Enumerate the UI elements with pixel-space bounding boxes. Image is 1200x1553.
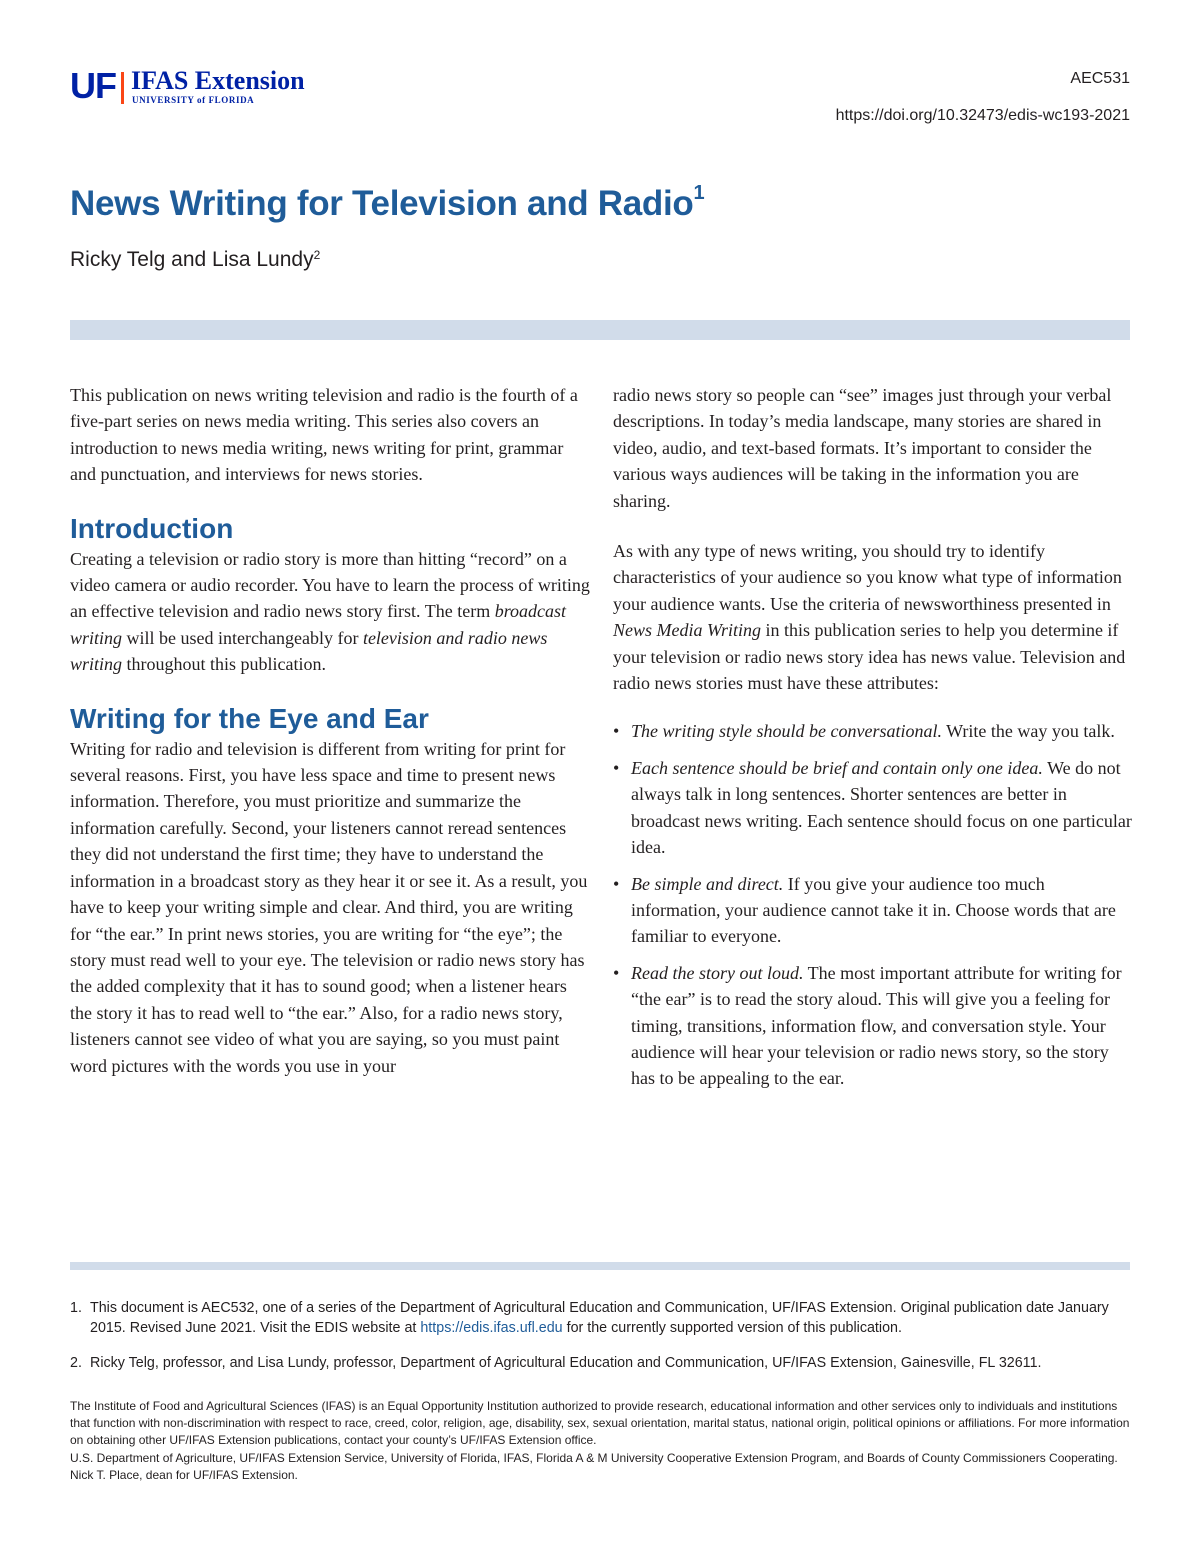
bullet-lead: The writing style should be conversational. xyxy=(631,721,942,742)
continuation-paragraph: radio news story so people can “see” images just through your verbal descriptions. In today’s media landscape, many stories are shared in video, audio, and text-based formats. It’s important to consider the various ways audiences will be taking in the information you are sharing. xyxy=(613,385,1112,511)
intro-text-1: Creating a television or radio story is more than hitting “record” on a video camera or audio recorder. You have to learn the process of writing an effective television and radio news story first. The term xyxy=(70,548,590,622)
page-title xyxy=(70,184,704,224)
heading-eye-and-ear: Writing for the Eye and Ear xyxy=(70,702,429,734)
introduction-paragraph xyxy=(70,546,590,678)
authors xyxy=(70,248,320,272)
authors-text: Ricky Telg and Lisa Lundy xyxy=(70,248,314,271)
footnote-text-1: This document is AEC532, one of a series of the Department of Agricultural Education and Communication, UF/IFAS Extension. Original publication date January 2015. Revised June 2021. Visit the EDIS website at xyxy=(90,1300,1109,1336)
document-id: AEC531 xyxy=(1070,70,1130,87)
bullet-text: We do not always talk in long sentences. Shorter sentences are better in broadcast news writing. Each sentence should focus on one particular idea. xyxy=(631,757,1132,858)
header-divider-band xyxy=(70,320,1130,340)
footnote-2 xyxy=(70,1353,1130,1373)
intro-em-2: television and radio news writing xyxy=(70,627,548,675)
doi-link[interactable]: https://doi.org/10.32473/edis-wc193-2021 xyxy=(835,107,1130,124)
list-item xyxy=(613,960,1133,1092)
bullet: • xyxy=(613,873,620,894)
bullet-text: The most important attribute for writing for “the ear” is to read the story aloud. This will give you a feeling for timing, transitions, information flow, and conversation style. Your audience will hear your television or radio news story, so the story has to be appealing to the ear. xyxy=(631,962,1122,1089)
left-column xyxy=(70,382,590,1079)
bullet-lead: Be simple and direct. xyxy=(631,873,784,894)
attributes-list xyxy=(613,718,1133,1091)
audience-text-2: in this publication series to help you determine if your television or radio news story idea has news value. Television and radio news stories must have these attributes: xyxy=(613,620,1126,694)
title-text: News Writing for Television and Radio xyxy=(70,184,694,223)
title-footnote-ref[interactable]: 1 xyxy=(693,182,705,204)
bullet: • xyxy=(613,721,620,742)
legal-paragraph-1: The Institute of Food and Agricultural Sciences (IFAS) is an Equal Opportunity Institution authorized to provide research, educational information and other services only to individuals and institutions that function with non-discrimination with respect to race, creed, color, religion, age, disability, sex, sexual orientation, marital status, national origin, political opinions or affiliations. For more information on obtaining other UF/IFAS Extension publications, contact your county’s UF/IFAS Extension office. xyxy=(70,1399,1130,1448)
footnote-text-2: for the currently supported version of this publication. xyxy=(562,1320,902,1336)
legal-paragraph-2: U.S. Department of Agriculture, UF/IFAS Extension Service, University of Florida, IFAS, Florida A & M University Cooperative Extension Program, and Boards of County Commissioners Cooperating. Nick T. Place, dean for UF/IFAS Extension. xyxy=(70,1450,1118,1482)
list-item xyxy=(613,718,1133,744)
bullet-text: Write the way you talk. xyxy=(941,721,1115,742)
footnote-text: Ricky Telg, professor, and Lisa Lundy, professor, Department of Agricultural Education and Communication, UF/IFAS Extension, Gainesville, FL 32611. xyxy=(90,1355,1042,1371)
list-item xyxy=(613,755,1133,861)
authors-footnote-ref[interactable]: 2 xyxy=(313,248,321,262)
legal-notice xyxy=(70,1398,1130,1484)
right-column xyxy=(613,382,1133,1102)
bullet-lead: Each sentence should be brief and contain only one idea. xyxy=(631,757,1043,778)
heading-introduction: Introduction xyxy=(70,512,234,544)
audience-em: News Media Writing xyxy=(613,620,761,641)
footnote-number: 2. xyxy=(70,1355,82,1371)
footnote-number: 1. xyxy=(70,1300,82,1316)
footnote-1 xyxy=(70,1298,1130,1338)
intro-text-2: will be used interchangeably for xyxy=(122,627,363,648)
bullet: • xyxy=(613,962,620,983)
eye-ear-paragraph: Writing for radio and television is different from writing for print for several reasons. First, you have less space and time to present news information. Therefore, you must prioritize and summarize the information carefully. Second, your listeners cannot reread sentences they did not understand the first time; they have to understand the information in a broadcast story as they hear it or see it. As a result, you have to keep your writing simple and clear. And third, you are writing for “the ear.” In print news stories, you are writing for “the eye”; the story must read well to your eye. The television or radio news story has the added complexity that it has to sound good; when a listener hears the story it has to read well to “the ear.” Also, for a radio news story, listeners cannot see video of what you are saying, so you must paint word pictures with the words you use in your xyxy=(70,738,588,1076)
footer-divider-band xyxy=(70,1262,1130,1270)
bullet: • xyxy=(613,757,620,778)
footnote-text xyxy=(90,1298,1130,1338)
intro-em-1: broadcast writing xyxy=(70,601,567,648)
logo-uf-mark: UF xyxy=(70,65,116,106)
bullet-lead: Read the story out loud. xyxy=(631,962,804,983)
audience-paragraph xyxy=(613,538,1133,696)
intro-paragraph: This publication on news writing television and radio is the fourth of a five-part series on news media writing. This series also covers an introduction to news media writing, news writing for print, grammar and punctuation, and interviews for news stories. xyxy=(70,385,578,485)
audience-text-1: As with any type of news writing, you should try to identify characteristics of your audience so you know what type of information your audience wants. Use the criteria of newsworthiness presented in xyxy=(613,541,1122,614)
logo-divider xyxy=(121,72,124,104)
intro-text-3: throughout this publication. xyxy=(122,654,327,675)
edis-link[interactable]: https://edis.ifas.ufl.edu xyxy=(420,1320,563,1336)
logo-org-name: IFAS Extension xyxy=(131,66,305,95)
logo-university: UNIVERSITY of FLORIDA xyxy=(132,95,255,105)
list-item xyxy=(613,871,1133,950)
bullet-text: If you give your audience too much information, your audience cannot take it in. Choose words that are familiar to everyone. xyxy=(631,873,1116,947)
